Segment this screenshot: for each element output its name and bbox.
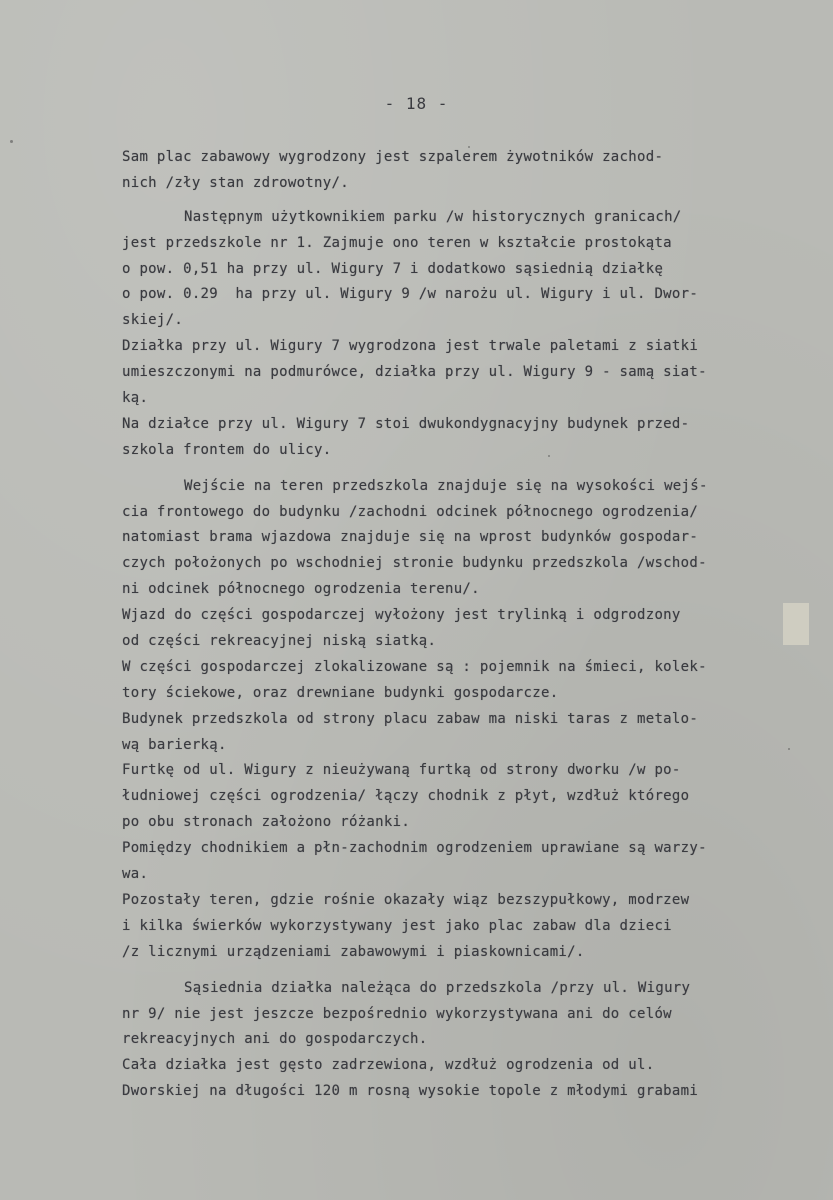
text-line: Pozostały teren, gdzie rośnie okazały wiąz bezszypułkowy, modrzew [122,891,690,908]
text-line: umieszczonymi na podmurówce, działka przy ul. Wigury 9 - samą siat- [122,364,707,381]
text-line: natomiast brama wjazdowa znajduje się na wprost budynków gospodar- [122,529,699,546]
text-line: wą barierką. [122,736,227,753]
page-number: - 18 - [384,94,449,113]
text-line: i kilka świerków wykorzystywany jest jako plac zabaw dla dzieci [122,917,672,934]
paper-speck [468,146,470,148]
text-line: Furtkę od ul. Wigury z nieużywaną furtką od strony dworku /w po- [122,762,681,779]
text-line: łudniowej części ogrodzenia/ łączy chodnik z płyt, wzdłuż którego [122,788,690,805]
text-line: wa. [122,866,149,883]
text-line: o pow. 0.29 ha przy ul. Wigury 9 /w narożu ul. Wigury i ul. Dwor- [122,286,699,303]
text-line: Cała działka jest gęsto zadrzewiona, wzdłuż ogrodzenia od ul. [122,1057,655,1074]
text-line: Sam plac zabawowy wygrodzony jest szpalerem żywotników zachod- [122,149,664,165]
text-line: Działka przy ul. Wigury 7 wygrodzona jest trwale paletami z siatki [122,338,699,355]
text-line: Budynek przedszkola od strony placu zabaw ma niski taras z metalo- [122,710,699,727]
text-line: rekreacyjnych ani do gospodarczych. [122,1031,428,1048]
text-line: o pow. 0,51 ha przy ul. Wigury 7 i dodatkowo sąsiednią działkę [122,260,664,277]
text-line: od części rekreacyjnej niską siatką. [122,633,437,650]
paper-speck [10,140,13,143]
text-line: Pomiędzy chodnikiem a płn-zachodnim ogrodzeniem uprawiane są warzy- [122,840,707,857]
text-line: W części gospodarczej zlokalizowane są : pojemnik na śmieci, kolek- [122,658,707,675]
text-line: /z licznymi urządzeniami zabawowymi i piaskownicami/. [122,943,585,960]
text-line: nich /zły stan zdrowotny/. [122,174,349,191]
text-line: po obu stronach założono różanki. [122,814,411,831]
paper-speck [548,455,550,457]
text-line: Wjazd do części gospodarczej wyłożony jest trylinką i odgrodzony [122,607,681,624]
text-line: Na działce przy ul. Wigury 7 stoi dwukondygnacyjny budynek przed- [122,415,690,432]
body-text [122,145,822,1105]
paper-mark [783,603,809,645]
text-line: tory ściekowe, oraz drewniane budynki gospodarcze. [122,684,559,701]
text-line: czych położonych po wschodniej stronie budynku przedszkola /wschod- [122,555,707,572]
text-line: ni odcinek północnego ogrodzenia terenu/. [122,581,480,598]
paragraph-start-line: Wejście na teren przedszkola znajduje się na wysokości wejś- [184,477,708,494]
paper-speck [788,748,790,750]
text-line: cia frontowego do budynku /zachodni odcinek północnego ogrodzenia/ [122,503,699,520]
text-line: szkola frontem do ulicy. [122,441,332,458]
paragraph-start-line: Sąsiednia działka należąca do przedszkola /przy ul. Wigury [184,979,691,996]
text-line: skiej/. [122,312,184,329]
text-line: Dworskiej na długości 120 m rosną wysokie topole z młodymi grabami [122,1083,699,1100]
text-line: ką. [122,390,149,407]
paragraph-start-line: Następnym użytkownikiem parku /w historycznych granicach/ [184,208,682,225]
text-line: jest przedszkole nr 1. Zajmuje ono teren w kształcie prostokąta [122,234,672,251]
text-line: nr 9/ nie jest jeszcze bezpośrednio wykorzystywana ani do celów [122,1005,672,1022]
